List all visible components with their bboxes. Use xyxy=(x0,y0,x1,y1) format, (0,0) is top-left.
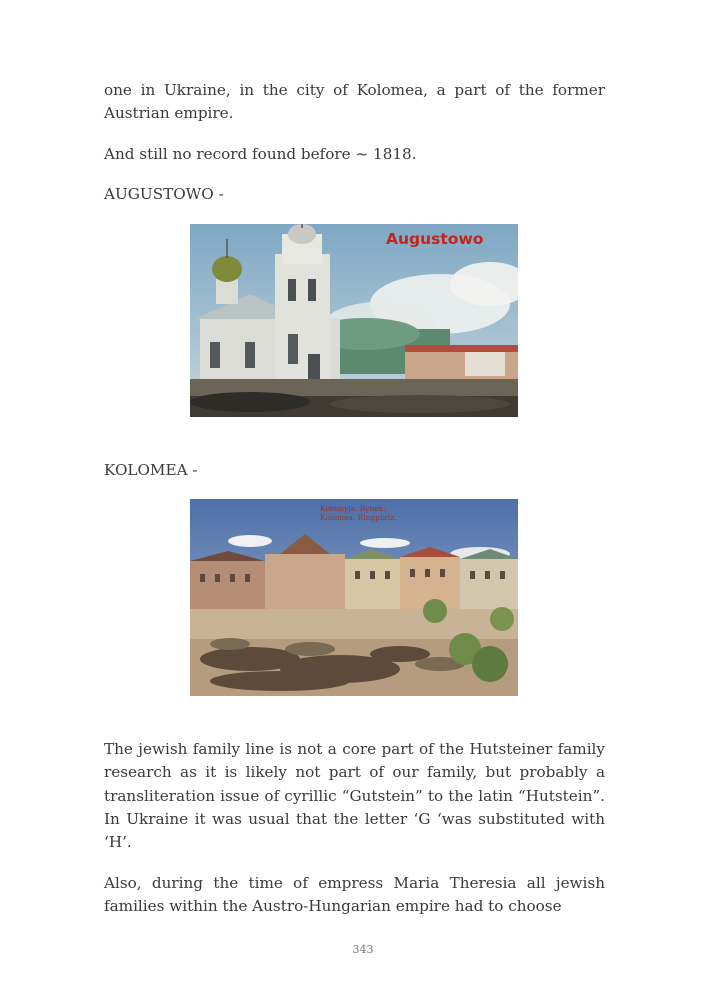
heading-augustowo: AUGUSTOWO - xyxy=(104,184,224,203)
augustowo-postcard-image xyxy=(190,224,518,417)
paragraph-maria-theresia: Also, during the time of empress Maria Theresia all jewish families within the Austro-Hungarian empire had to choose xyxy=(104,874,605,916)
augustowo-caption: Augustowo xyxy=(386,230,484,248)
paragraph-kolomea-intro: one in Ukraine, in the city of Kolomea, a part of the former Austrian empire. xyxy=(104,81,605,123)
paragraph-no-record: And still no record found before ~ 1818. xyxy=(104,144,417,163)
kolomea-caption-line1: Kołomyja. Rynek. xyxy=(320,504,386,513)
heading-kolomea: KOLOMEA - xyxy=(104,461,198,479)
kolomea-postcard-image xyxy=(190,499,518,696)
kolomea-caption-line2: Kolomea. Ringplatz. xyxy=(320,513,397,522)
paragraph-jewish-family-line: The jewish family line is not a core part of the Hutsteiner family research as it is likely not part of our family, but probably a transliteration issue of cyrillic “Gutstein” to the latin “Hutstein”. In Ukraine it was usual that the letter ‘G ‘was substituted with ‘H’. xyxy=(104,740,605,852)
page-number: 343 xyxy=(352,943,374,956)
